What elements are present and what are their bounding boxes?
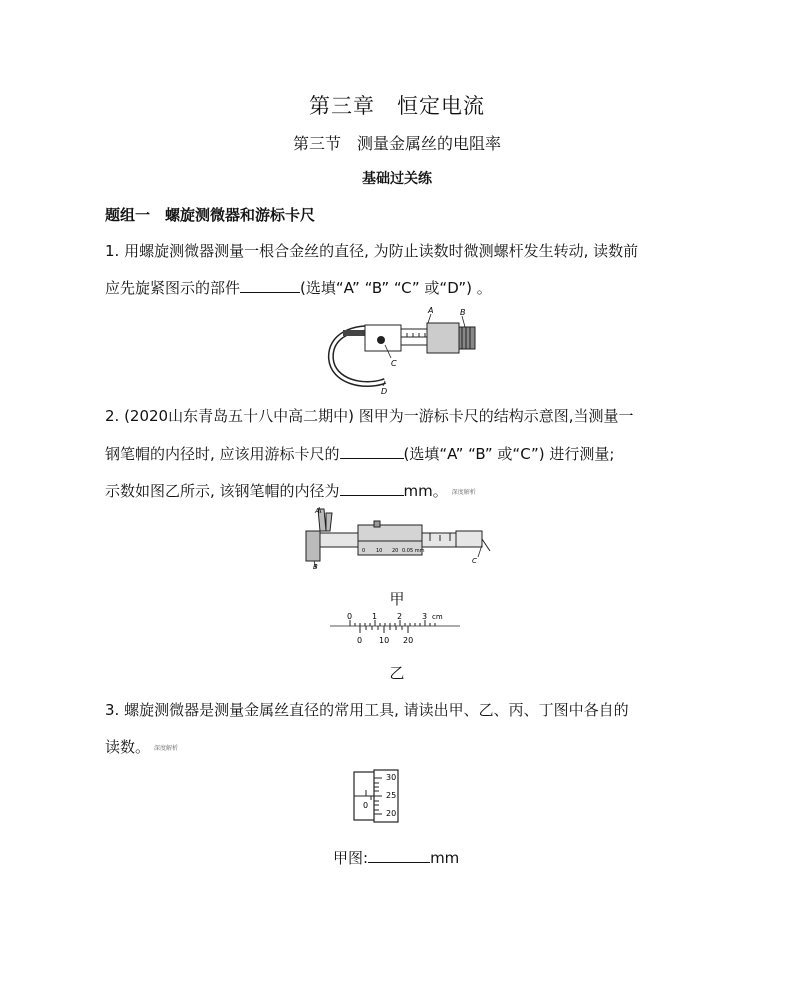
- group-title: 题组一 螺旋测微器和游标卡尺: [105, 206, 316, 224]
- q3-line2: [105, 736, 178, 757]
- vernier-reading-figure: [330, 612, 460, 656]
- q2-line3: [105, 480, 476, 501]
- caliper-label-a: A: [315, 507, 320, 515]
- caliper-scale-10: 10: [376, 548, 383, 554]
- q3-answer-blank[interactable]: [368, 848, 430, 863]
- q2-tag: 深度解析: [451, 489, 476, 496]
- vernier-tick-10: 10: [379, 636, 390, 645]
- q3-answer-unit: mm: [430, 849, 460, 867]
- q2-line2-pre: 钢笔帽的内径时, 应该用游标卡尺的: [105, 445, 340, 463]
- q3-line1: 3. 螺旋测微器是测量金属丝直径的常用工具, 请读出甲、乙、丙、丁图中各自的: [105, 701, 629, 719]
- caliper-scale-20: 20: [392, 548, 399, 554]
- section-title: 第三节 测量金属丝的电阻率: [292, 134, 501, 153]
- vernier-tick-20: 20: [403, 636, 414, 645]
- label-d: D: [381, 387, 388, 395]
- caliper-label-b: B: [313, 563, 318, 570]
- vernier-scale: [360, 626, 408, 633]
- caliper-precision: 0.05 mm: [402, 548, 425, 554]
- q3-line2-text: 读数。: [105, 738, 151, 756]
- sleeve-zero: 0: [363, 801, 369, 810]
- micrometer-reading-figure: [352, 768, 422, 823]
- q1-answer-blank[interactable]: [240, 278, 300, 293]
- q1-line2-post: (选填“A” “B” “C” 或“D”) 。: [300, 279, 492, 297]
- vernier-tick-0: 0: [357, 636, 363, 645]
- subheading: 基础过关练: [362, 171, 432, 187]
- drum-tick-20: 20: [386, 809, 397, 818]
- label-c: C: [391, 359, 397, 368]
- micrometer-figure: [315, 303, 485, 395]
- q2-diameter-blank[interactable]: [340, 481, 404, 496]
- main-tick-1: 1: [372, 612, 378, 621]
- q3-tag: 深度解析: [154, 745, 179, 752]
- q2-line1: 2. (2020山东青岛五十八中高二期中) 图甲为一游标卡尺的结构示意图,当测量一: [105, 407, 634, 425]
- q2-part-blank[interactable]: [340, 444, 404, 459]
- main-tick-2: 2: [397, 612, 403, 621]
- drum-tick-30: 30: [386, 773, 397, 782]
- label-b: B: [460, 308, 466, 317]
- caliper-scale-0: 0: [362, 548, 366, 554]
- q1-line2-pre: 应先旋紧图示的部件: [105, 279, 241, 297]
- main-tick-3: 3: [422, 612, 428, 621]
- q2-line3-post: mm。: [403, 482, 448, 500]
- q2-line2: [105, 443, 614, 464]
- label-a: A: [428, 306, 434, 315]
- vernier-caliper-figure: [300, 505, 495, 570]
- chapter-title: 第三章 恒定电流: [309, 94, 485, 118]
- fig-yi-caption: 乙: [389, 664, 405, 682]
- fig-jia-caption: 甲: [389, 590, 405, 608]
- q3-answer: [333, 847, 459, 868]
- main-unit: cm: [432, 613, 443, 621]
- q1-line2: [105, 277, 492, 298]
- q2-line3-pre: 示数如图乙所示, 该钢笔帽的内径为: [105, 482, 340, 500]
- caliper-label-c: C: [472, 557, 477, 565]
- drum-tick-25: 25: [386, 791, 397, 800]
- q1-line1: 1. 用螺旋测微器测量一根合金丝的直径, 为防止读数时微测螺杆发生转动, 读数前: [105, 242, 639, 260]
- q3-answer-label: 甲图:: [333, 849, 369, 867]
- q2-line2-post: (选填“A” “B” 或“C”) 进行测量;: [403, 445, 615, 463]
- main-tick-0: 0: [347, 612, 353, 621]
